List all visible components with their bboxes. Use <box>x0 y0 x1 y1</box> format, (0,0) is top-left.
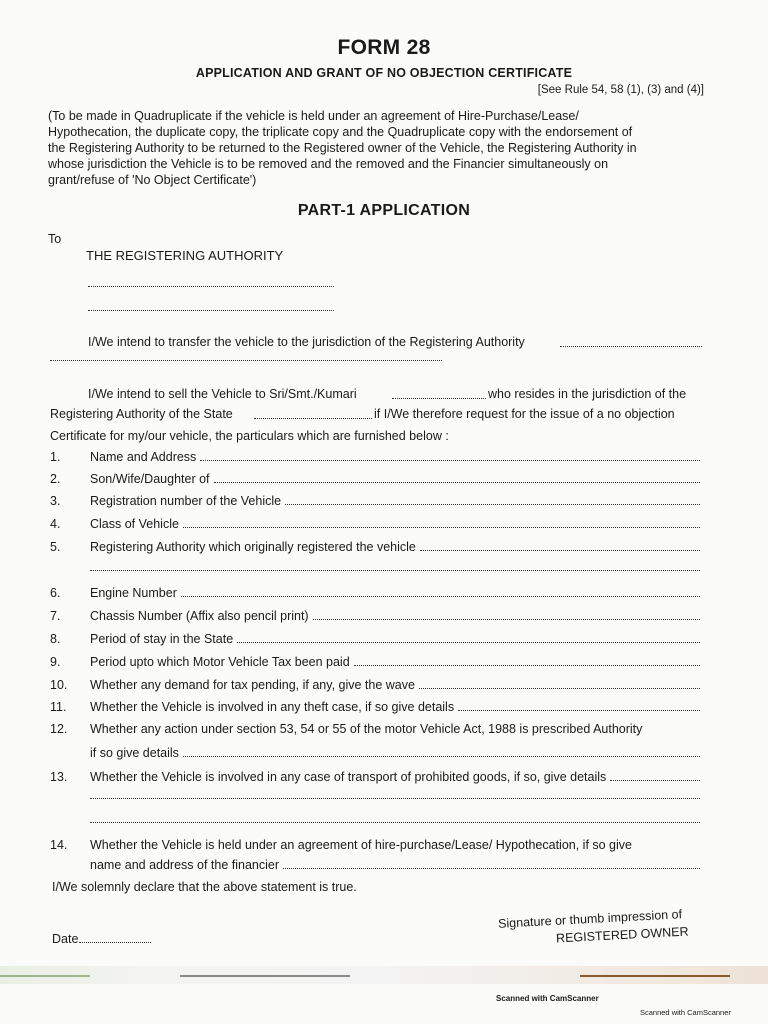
action-details-line <box>90 740 700 760</box>
item-label: Chassis Number (Affix also pencil print) <box>90 609 309 623</box>
scan-edge-stroke <box>0 975 90 977</box>
part-title: PART-1 APPLICATION <box>297 202 471 219</box>
declaration-text: I/We solemnly declare that the above statement is true. <box>52 880 357 894</box>
form-title: FORM 28 <box>337 36 431 59</box>
transfer-authority-field[interactable] <box>560 346 702 347</box>
item-label: Engine Number <box>90 586 177 600</box>
item-field[interactable] <box>181 596 700 597</box>
scanner-watermark: Scanned with CamScanner <box>640 1008 731 1017</box>
item-period-of-stay <box>50 626 700 646</box>
intro-line: (To be made in Quadruplicate if the vehicle is held under an agreement of Hire-Purchase/Lease/ <box>48 109 579 123</box>
item-field[interactable] <box>200 460 700 461</box>
item-field[interactable] <box>313 619 700 620</box>
item-original-authority <box>50 534 700 554</box>
item-label: Name and Address <box>90 450 197 464</box>
sale-text-b: who resides in the jurisdiction of the <box>488 387 687 401</box>
item-field[interactable] <box>214 482 700 483</box>
item-vehicle-class <box>50 511 700 531</box>
item-label: Registration number of the Vehicle <box>90 494 282 508</box>
intro-line: grant/refuse of 'No Object Certificate') <box>48 173 257 187</box>
item-number: 2. <box>50 472 61 486</box>
buyer-name-field[interactable] <box>392 398 486 399</box>
item-number: 3. <box>50 494 61 508</box>
original-authority-field-cont[interactable] <box>90 570 700 571</box>
date-label: Date <box>52 932 79 946</box>
item-field[interactable] <box>183 527 700 528</box>
item-field[interactable] <box>458 710 700 711</box>
item-field[interactable] <box>610 780 700 781</box>
authority-address-line[interactable] <box>88 286 334 287</box>
transfer-authority-field-cont[interactable] <box>50 360 442 361</box>
continuation-label: if so give details <box>90 746 179 760</box>
item-number: 9. <box>50 655 61 669</box>
item-label: Period of stay in the State <box>90 632 234 646</box>
item-field[interactable] <box>285 504 700 505</box>
prohibited-goods-field-cont[interactable] <box>90 798 700 799</box>
authority-address-line[interactable] <box>88 310 334 311</box>
item-label: Period upto which Motor Vehicle Tax been paid <box>90 655 350 669</box>
item-label: Whether any demand for tax pending, if any, give the wave <box>90 678 415 692</box>
item-tax-pending <box>50 672 700 692</box>
item-label: Whether the Vehicle is involved in any case of transport of prohibited goods, if so, give details <box>90 770 607 784</box>
scan-edge-stroke <box>180 975 350 977</box>
financier-field[interactable] <box>283 868 700 869</box>
prohibited-goods-field-cont[interactable] <box>90 822 700 823</box>
state-field[interactable] <box>254 418 372 419</box>
intro-line: the Registering Authority to be returned to the Registered owner of the Vehicle, the Registering Authority in <box>48 141 637 155</box>
item-name-address <box>50 444 700 464</box>
item-number: 7. <box>50 609 61 623</box>
item-chassis-number <box>50 603 700 623</box>
item-label: Registering Authority which originally registered the vehicle <box>90 540 416 554</box>
authority-heading: THE REGISTERING AUTHORITY <box>86 248 284 263</box>
item-engine-number <box>50 580 700 600</box>
item-number: 13. <box>50 770 68 784</box>
scanner-watermark: Scanned with CamScanner <box>496 994 599 1003</box>
item-label: Class of Vehicle <box>90 517 179 531</box>
item-number: 12. <box>50 722 68 736</box>
registered-owner-label: REGISTERED OWNER <box>555 924 689 946</box>
item-financier <box>50 832 700 852</box>
item-field[interactable] <box>237 642 700 643</box>
sale-text-a: I/We intend to sell the Vehicle to Sri/Smt./Kumari <box>88 387 357 401</box>
certificate-text: Certificate for my/our vehicle, the particulars which are furnished below : <box>50 429 449 443</box>
item-label: Son/Wife/Daughter of <box>90 472 210 486</box>
intro-line: Hypothecation, the duplicate copy, the triplicate copy and the Quadruplicate copy with the endorsement of <box>48 125 633 139</box>
item-theft-case <box>50 694 700 714</box>
item-field[interactable] <box>420 550 700 551</box>
form-subtitle: APPLICATION AND GRANT OF NO OBJECTION CERTIFICATE <box>195 66 573 80</box>
item-label: Whether any action under section 53, 54 or 55 of the motor Vehicle Act, 1988 is prescribed Authority <box>90 722 643 736</box>
item-prohibited-goods <box>50 764 700 784</box>
state-text-b: if I/We therefore request for the issue of a no objection <box>374 407 675 421</box>
item-number: 6. <box>50 586 61 600</box>
transfer-text: I/We intend to transfer the vehicle to the jurisdiction of the Registering Authority <box>88 335 525 349</box>
item-field[interactable] <box>419 688 700 689</box>
action-details-field[interactable] <box>183 756 700 757</box>
signature-caption: Signature or thumb impression of <box>497 907 683 931</box>
item-number: 10. <box>50 678 68 692</box>
to-label: To <box>48 232 62 246</box>
item-tax-paid <box>50 649 700 669</box>
financier-line <box>90 852 700 872</box>
item-action-section <box>50 716 700 736</box>
date-line <box>52 932 151 946</box>
item-field[interactable] <box>354 665 700 666</box>
scan-edge-stroke <box>580 975 730 977</box>
intro-paragraph <box>48 108 708 188</box>
item-number: 8. <box>50 632 61 646</box>
intro-line: whose jurisdiction the Vehicle is to be removed and the removed and the Financier simultaneously on <box>48 157 609 171</box>
item-number: 4. <box>50 517 61 531</box>
item-number: 11. <box>50 700 67 714</box>
item-number: 14. <box>50 838 68 852</box>
item-number: 5. <box>50 540 61 554</box>
item-number: 1. <box>50 450 61 464</box>
item-registration-number <box>50 488 700 508</box>
rule-reference: [See Rule 54, 58 (1), (3) and (4)] <box>537 84 704 96</box>
continuation-label: name and address of the financier <box>90 858 280 872</box>
item-label: Whether the Vehicle is held under an agreement of hire-purchase/Lease/ Hypothecation, if so give <box>90 838 632 852</box>
item-label: Whether the Vehicle is involved in any theft case, if so give details <box>90 700 455 714</box>
date-field[interactable] <box>79 942 151 943</box>
state-text-a: Registering Authority of the State <box>50 407 233 421</box>
item-relation <box>50 466 700 486</box>
